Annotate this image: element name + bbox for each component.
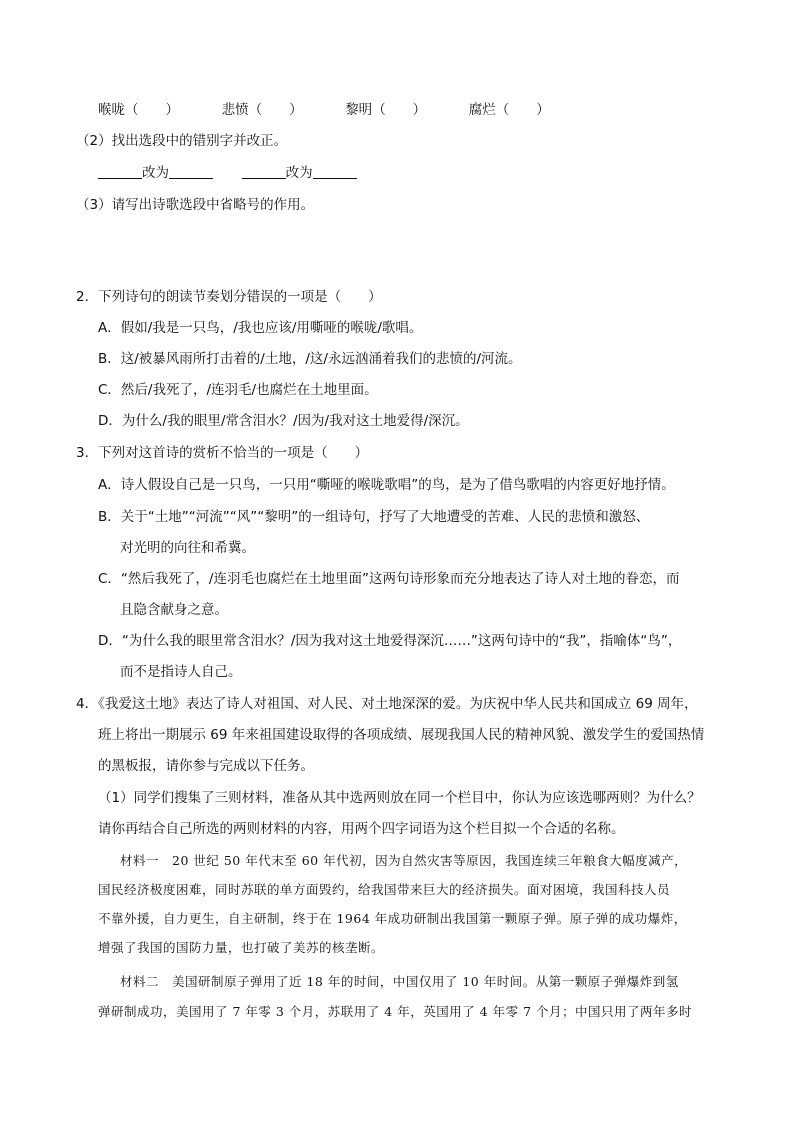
- question-4-stem-cont: 的黑板报，请你参与完成以下任务。: [98, 758, 314, 774]
- sub-question-3: （3）请写出诗歌选段中省略号的作用。: [76, 197, 315, 213]
- question-2-stem: 2．下列诗句的朗读节奏划分错误的一项是（ ）: [76, 289, 382, 305]
- question-3-option-d-cont: 而不是指诗人自己。: [120, 664, 242, 680]
- word-1: 喉咙: [98, 102, 125, 118]
- word-2-blank: （ ）: [248, 102, 303, 118]
- question-4-sub-1-cont: 请你再结合自己所选的两则材料的内容，用两个四字词语为这个栏目拟一个合适的名称。: [98, 821, 625, 837]
- material-2-line: 弹研制成功，美国用了 7 年零 3 个月，苏联用了 4 年，英国用了 4 年零 7 个月；中国只用了两年多时: [98, 1004, 693, 1019]
- word-3-blank: （ ）: [372, 102, 427, 118]
- sub-question-2: （2）找出选段中的错别字并改正。: [76, 133, 288, 149]
- question-4-stem: 4．《我爱这土地》表达了诗人对祖国、对人民、对土地深深的爱。为庆祝中华人民共和国成立 69 周年，: [76, 696, 698, 712]
- question-3-option-b-cont: 对光明的向往和希冀。: [120, 540, 255, 556]
- answer-blank: [242, 164, 286, 179]
- word-1-blank: （ ）: [125, 102, 179, 118]
- answer-blank: [313, 164, 357, 179]
- word-3: 黎明: [345, 102, 373, 118]
- question-2-option-d: D．为什么/我的眼里/常含泪水？/因为/我对这土地爱得/深沉。: [98, 413, 469, 429]
- question-2-option-c: C．然后/我死了，/连羽毛/也腐烂在土地里面。: [98, 382, 378, 398]
- correction-row: [98, 163, 357, 183]
- material-1-line: 增强了我国的国防力量，也打破了美苏的核垄断。: [98, 940, 385, 955]
- word-2: 悲愤: [221, 102, 249, 118]
- answer-blank: [98, 164, 142, 179]
- pinyin-word-row: [98, 100, 550, 120]
- question-3-option-a: A．诗人假设自己是一只鸟，一只用“嘶哑的喉咙歌唱”的鸟，是为了借鸟歌唱的内容更好地抒情。: [98, 477, 675, 493]
- material-1-line: 不靠外援，自力更生，自主研制，终于在 1964 年成功研制出我国第一颗原子弹。原子弹的成功爆炸，: [98, 911, 687, 926]
- question-3-option-d: D．“为什么我的眼里常含泪水？/因为我对这土地爱得深沉……”这两句诗中的“我”，指喻体“鸟”，: [98, 633, 682, 649]
- question-3-stem: 3．下列对这首诗的赏析不恰当的一项是（ ）: [76, 445, 369, 461]
- question-3-option-c-cont: 且隐含献身之意。: [120, 602, 228, 618]
- question-3-option-c: C．“然后我死了，/连羽毛也腐烂在土地里面”这两句诗形象而充分地表达了诗人对土地的眷恋，而: [98, 571, 680, 587]
- question-4-sub-1: （1）同学们搜集了三则材料，准备从其中选两则放在同一个栏目中，你认为应该选哪两则？为什么？: [98, 790, 701, 806]
- question-4-stem-cont: 班上将出一期展示 69 年来祖国建设取得的各项成绩、展现我国人民的精神风貌、激发学生的爱国热情: [98, 727, 705, 743]
- change-label: 改为: [142, 165, 169, 181]
- question-3-option-b: B．关于“土地”“河流”“风”“黎明”的一组诗句，抒写了大地遭受的苦难、人民的悲愤和激怒、: [98, 509, 650, 525]
- word-4: 腐烂: [468, 102, 496, 118]
- answer-blank: [169, 164, 213, 179]
- question-2-option-a: A．假如/我是一只鸟，/我也应该/用嘶哑的喉咙/歌唱。: [98, 320, 423, 336]
- material-1-line: 材料一 20 世纪 50 年代末至 60 年代初，因为自然灾害等原因，我国连续三年粮食大幅度减产，: [120, 853, 688, 868]
- question-2-option-b: B．这/被暴风雨所打击着的/土地，/这/永远汹涌着我们的悲愤的/河流。: [98, 351, 522, 367]
- material-1-line: 国民经济极度困难，同时苏联的单方面毁约，给我国带来巨大的经济损失。面对困境，我国科技人员: [98, 882, 671, 897]
- word-4-blank: （ ）: [495, 102, 550, 118]
- change-label: 改为: [285, 165, 313, 181]
- material-2-line: 材料二 美国研制原子弹用了近 18 年的时间，中国仅用了 10 年时间。从第一颗原子弹爆炸到氢: [120, 974, 679, 989]
